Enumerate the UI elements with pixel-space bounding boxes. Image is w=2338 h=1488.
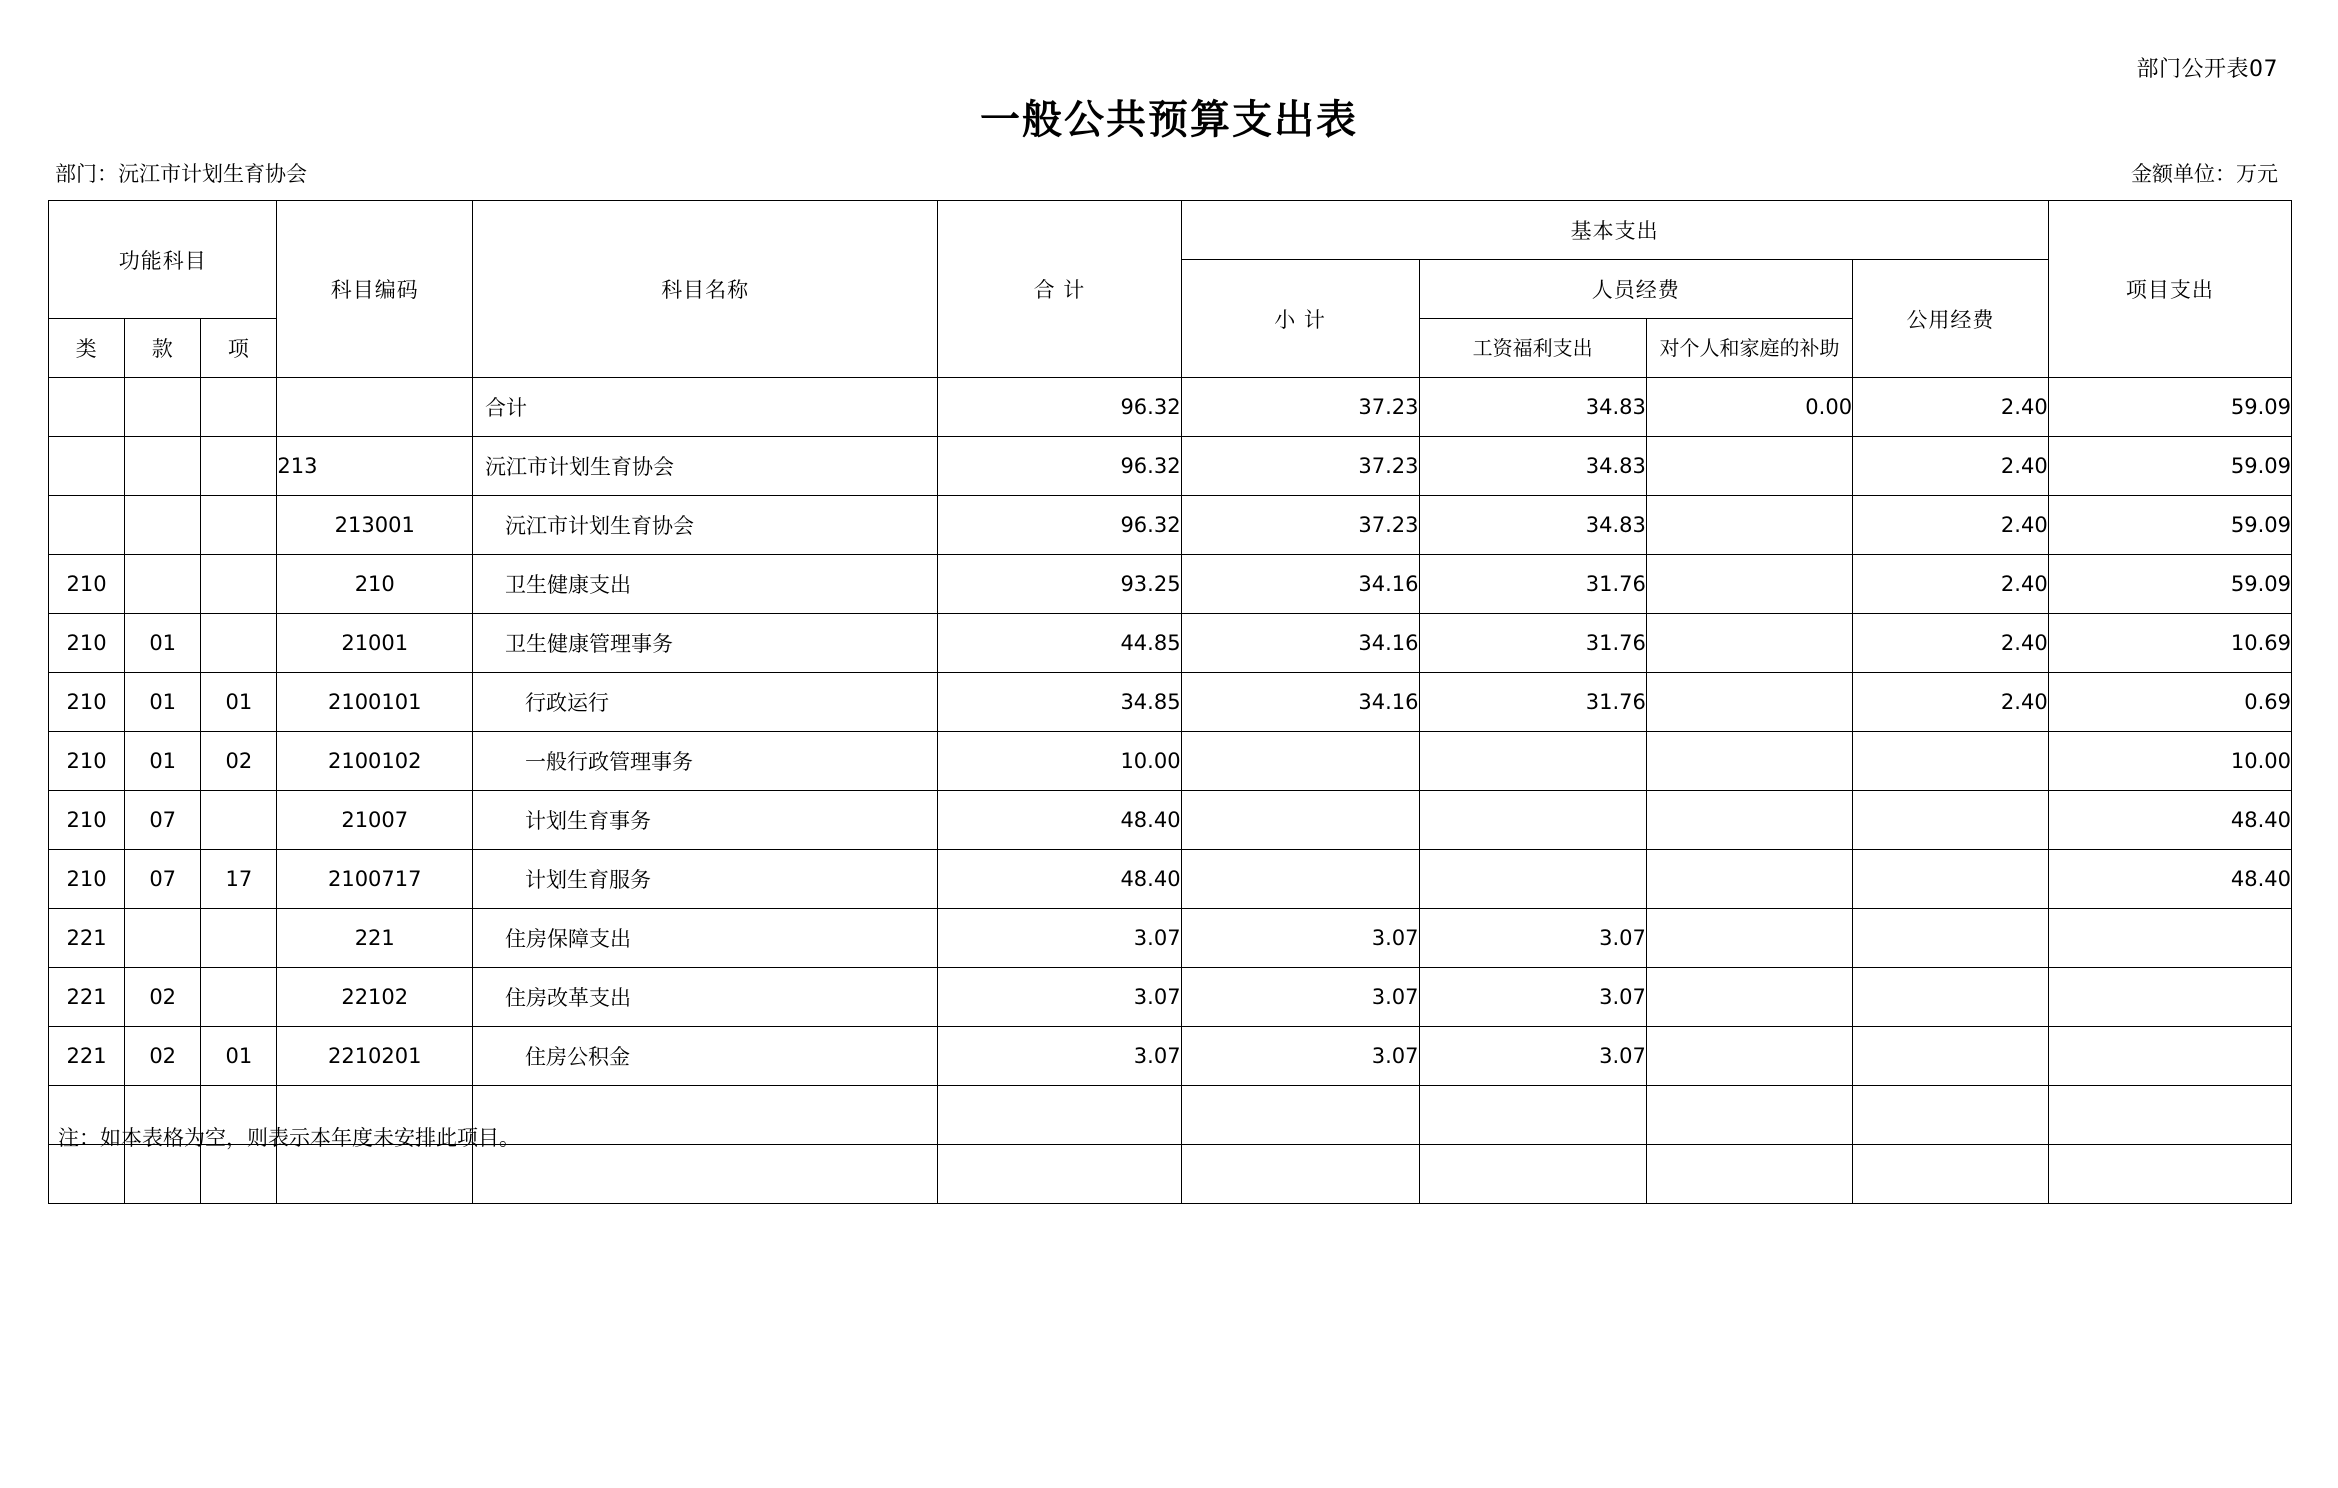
cell-public-funds: 2.40 <box>1853 496 2049 555</box>
table-row <box>49 1027 2292 1086</box>
cell-public-funds <box>1853 732 2049 791</box>
cell-public-funds <box>1853 1145 2049 1204</box>
cell-project-expenditure <box>2048 1027 2291 1086</box>
cell-subtotal <box>1181 1086 1419 1145</box>
cell-xiang <box>201 437 277 496</box>
cell-xiang <box>201 909 277 968</box>
cell-project-expenditure: 59.09 <box>2048 437 2291 496</box>
cell-xiang <box>201 496 277 555</box>
cell-individual-family <box>1646 673 1852 732</box>
cell-kuan: 07 <box>125 791 201 850</box>
header-total: 合 计 <box>938 201 1181 378</box>
cell-individual-family <box>1646 791 1852 850</box>
cell-total: 96.32 <box>938 496 1181 555</box>
cell-subject-name: 一般行政管理事务 <box>473 732 938 791</box>
cell-xiang: 01 <box>201 1027 277 1086</box>
cell-subject-code: 213 <box>277 437 473 496</box>
cell-subject-code <box>277 1145 473 1204</box>
cell-subject-code: 2100717 <box>277 850 473 909</box>
cell-kuan: 07 <box>125 850 201 909</box>
table-row <box>49 1145 2292 1204</box>
cell-individual-family <box>1646 437 1852 496</box>
cell-subtotal <box>1181 732 1419 791</box>
cell-wage-welfare: 3.07 <box>1419 1027 1646 1086</box>
cell-total: 48.40 <box>938 850 1181 909</box>
cell-total: 96.32 <box>938 437 1181 496</box>
cell-kuan <box>125 555 201 614</box>
cell-project-expenditure: 10.69 <box>2048 614 2291 673</box>
cell-public-funds: 2.40 <box>1853 437 2049 496</box>
cell-wage-welfare: 31.76 <box>1419 555 1646 614</box>
cell-xiang <box>201 968 277 1027</box>
cell-xiang <box>201 1145 277 1204</box>
cell-subtotal: 37.23 <box>1181 437 1419 496</box>
cell-total: 93.25 <box>938 555 1181 614</box>
cell-subject-name: 住房保障支出 <box>473 909 938 968</box>
cell-wage-welfare <box>1419 1145 1646 1204</box>
table-row <box>49 437 2292 496</box>
cell-xiang: 01 <box>201 673 277 732</box>
cell-subject-code: 213001 <box>277 496 473 555</box>
cell-wage-welfare: 31.76 <box>1419 673 1646 732</box>
cell-project-expenditure <box>2048 1145 2291 1204</box>
cell-individual-family <box>1646 555 1852 614</box>
cell-project-expenditure: 59.09 <box>2048 496 2291 555</box>
table-body <box>49 378 2292 1204</box>
cell-individual-family <box>1646 496 1852 555</box>
cell-subtotal <box>1181 791 1419 850</box>
cell-subject-name <box>473 1145 938 1204</box>
cell-total: 34.85 <box>938 673 1181 732</box>
table-row <box>49 496 2292 555</box>
cell-total: 48.40 <box>938 791 1181 850</box>
table-row <box>49 555 2292 614</box>
header-lei: 类 <box>49 319 125 378</box>
header-function-subject: 功能科目 <box>49 201 277 319</box>
cell-subtotal <box>1181 850 1419 909</box>
table-row <box>49 850 2292 909</box>
cell-subtotal: 34.16 <box>1181 614 1419 673</box>
cell-public-funds: 2.40 <box>1853 555 2049 614</box>
cell-wage-welfare: 31.76 <box>1419 614 1646 673</box>
cell-subject-name: 住房改革支出 <box>473 968 938 1027</box>
cell-project-expenditure <box>2048 909 2291 968</box>
cell-total: 10.00 <box>938 732 1181 791</box>
cell-total: 96.32 <box>938 378 1181 437</box>
amount-unit-label: 金额单位：万元 <box>2131 162 2278 186</box>
form-number-label: 部门公开表07 <box>2136 57 2278 82</box>
cell-individual-family <box>1646 968 1852 1027</box>
cell-subject-name: 卫生健康支出 <box>473 555 938 614</box>
cell-project-expenditure: 10.00 <box>2048 732 2291 791</box>
cell-lei: 221 <box>49 909 125 968</box>
cell-public-funds <box>1853 850 2049 909</box>
cell-xiang <box>201 614 277 673</box>
cell-wage-welfare <box>1419 850 1646 909</box>
table-row <box>49 673 2292 732</box>
cell-public-funds: 2.40 <box>1853 378 2049 437</box>
cell-wage-welfare: 34.83 <box>1419 378 1646 437</box>
cell-lei: 210 <box>49 850 125 909</box>
header-individual-family-subsidy: 对个人和家庭的补助 <box>1646 319 1852 378</box>
cell-subject-code: 221 <box>277 909 473 968</box>
cell-subject-name <box>473 1086 938 1145</box>
cell-wage-welfare: 34.83 <box>1419 496 1646 555</box>
cell-subject-code: 2100101 <box>277 673 473 732</box>
cell-total <box>938 1086 1181 1145</box>
cell-xiang <box>201 378 277 437</box>
cell-kuan: 02 <box>125 968 201 1027</box>
cell-individual-family <box>1646 1027 1852 1086</box>
cell-lei: 210 <box>49 732 125 791</box>
cell-xiang <box>201 791 277 850</box>
subheader <box>55 158 2278 184</box>
cell-subtotal: 3.07 <box>1181 1027 1419 1086</box>
header-subject-code: 科目编码 <box>277 201 473 378</box>
cell-total: 44.85 <box>938 614 1181 673</box>
cell-subtotal: 37.23 <box>1181 496 1419 555</box>
cell-public-funds <box>1853 1027 2049 1086</box>
cell-kuan <box>125 496 201 555</box>
cell-subject-name: 计划生育服务 <box>473 850 938 909</box>
cell-subject-code: 21007 <box>277 791 473 850</box>
cell-total: 3.07 <box>938 1027 1181 1086</box>
cell-project-expenditure <box>2048 1086 2291 1145</box>
cell-lei <box>49 378 125 437</box>
cell-subject-name: 行政运行 <box>473 673 938 732</box>
header-wage-welfare: 工资福利支出 <box>1419 319 1646 378</box>
cell-wage-welfare <box>1419 791 1646 850</box>
cell-individual-family <box>1646 614 1852 673</box>
cell-individual-family: 0.00 <box>1646 378 1852 437</box>
header-project-expenditure: 项目支出 <box>2048 201 2291 378</box>
table-row <box>49 732 2292 791</box>
cell-public-funds <box>1853 968 2049 1027</box>
cell-individual-family <box>1646 732 1852 791</box>
header-public-funds: 公用经费 <box>1853 260 2049 378</box>
cell-individual-family <box>1646 1086 1852 1145</box>
cell-individual-family <box>1646 1145 1852 1204</box>
cell-project-expenditure: 59.09 <box>2048 555 2291 614</box>
cell-subject-code: 2100102 <box>277 732 473 791</box>
cell-lei <box>49 1145 125 1204</box>
cell-subject-code: 2210201 <box>277 1027 473 1086</box>
cell-public-funds <box>1853 791 2049 850</box>
cell-subject-name: 计划生育事务 <box>473 791 938 850</box>
cell-subject-code: 22102 <box>277 968 473 1027</box>
cell-subject-name: 合计 <box>473 378 938 437</box>
cell-subtotal: 3.07 <box>1181 909 1419 968</box>
cell-kuan: 02 <box>125 1027 201 1086</box>
cell-subtotal: 34.16 <box>1181 555 1419 614</box>
cell-subject-code: 21001 <box>277 614 473 673</box>
cell-subtotal: 3.07 <box>1181 968 1419 1027</box>
cell-project-expenditure: 0.69 <box>2048 673 2291 732</box>
cell-subtotal: 34.16 <box>1181 673 1419 732</box>
header-subtotal: 小 计 <box>1181 260 1419 378</box>
cell-subject-code <box>277 378 473 437</box>
table-row <box>49 909 2292 968</box>
cell-public-funds <box>1853 909 2049 968</box>
cell-kuan: 01 <box>125 673 201 732</box>
cell-wage-welfare <box>1419 1086 1646 1145</box>
cell-kuan: 01 <box>125 614 201 673</box>
footnote: 注：如本表格为空，则表示本年度未安排此项目。 <box>58 1126 520 1150</box>
cell-lei: 210 <box>49 614 125 673</box>
cell-xiang: 02 <box>201 732 277 791</box>
department-label: 部门：沅江市计划生育协会 <box>55 162 307 186</box>
cell-individual-family <box>1646 909 1852 968</box>
cell-wage-welfare: 3.07 <box>1419 909 1646 968</box>
header-xiang: 项 <box>201 319 277 378</box>
header-kuan: 款 <box>125 319 201 378</box>
page-title: 一般公共预算支出表 <box>980 97 1358 143</box>
cell-subtotal: 37.23 <box>1181 378 1419 437</box>
cell-subject-name: 住房公积金 <box>473 1027 938 1086</box>
cell-kuan <box>125 909 201 968</box>
cell-lei: 210 <box>49 791 125 850</box>
budget-table <box>48 200 2292 1204</box>
cell-wage-welfare <box>1419 732 1646 791</box>
table-row <box>49 614 2292 673</box>
cell-kuan <box>125 378 201 437</box>
table-row <box>49 968 2292 1027</box>
cell-lei: 221 <box>49 968 125 1027</box>
cell-subject-name: 卫生健康管理事务 <box>473 614 938 673</box>
cell-subject-name: 沅江市计划生育协会 <box>473 437 938 496</box>
cell-kuan <box>125 437 201 496</box>
cell-lei: 221 <box>49 1027 125 1086</box>
table-row <box>49 378 2292 437</box>
cell-lei <box>49 437 125 496</box>
cell-xiang: 17 <box>201 850 277 909</box>
cell-total: 3.07 <box>938 968 1181 1027</box>
cell-subject-code: 210 <box>277 555 473 614</box>
cell-public-funds <box>1853 1086 2049 1145</box>
cell-total: 3.07 <box>938 909 1181 968</box>
cell-public-funds: 2.40 <box>1853 614 2049 673</box>
cell-xiang <box>201 555 277 614</box>
cell-subtotal <box>1181 1145 1419 1204</box>
cell-lei: 210 <box>49 555 125 614</box>
cell-kuan: 01 <box>125 732 201 791</box>
cell-wage-welfare: 34.83 <box>1419 437 1646 496</box>
cell-project-expenditure: 48.40 <box>2048 791 2291 850</box>
cell-project-expenditure: 48.40 <box>2048 850 2291 909</box>
table-header <box>49 201 2292 378</box>
cell-individual-family <box>1646 850 1852 909</box>
cell-lei: 210 <box>49 673 125 732</box>
cell-project-expenditure: 59.09 <box>2048 378 2291 437</box>
cell-subject-name: 沅江市计划生育协会 <box>473 496 938 555</box>
cell-public-funds: 2.40 <box>1853 673 2049 732</box>
header-personnel-funds: 人员经费 <box>1419 260 1853 319</box>
cell-lei <box>49 496 125 555</box>
cell-wage-welfare: 3.07 <box>1419 968 1646 1027</box>
cell-project-expenditure <box>2048 968 2291 1027</box>
cell-kuan <box>125 1145 201 1204</box>
header-subject-name: 科目名称 <box>473 201 938 378</box>
table-row <box>49 791 2292 850</box>
cell-total <box>938 1145 1181 1204</box>
header-basic-expenditure: 基本支出 <box>1181 201 2048 260</box>
